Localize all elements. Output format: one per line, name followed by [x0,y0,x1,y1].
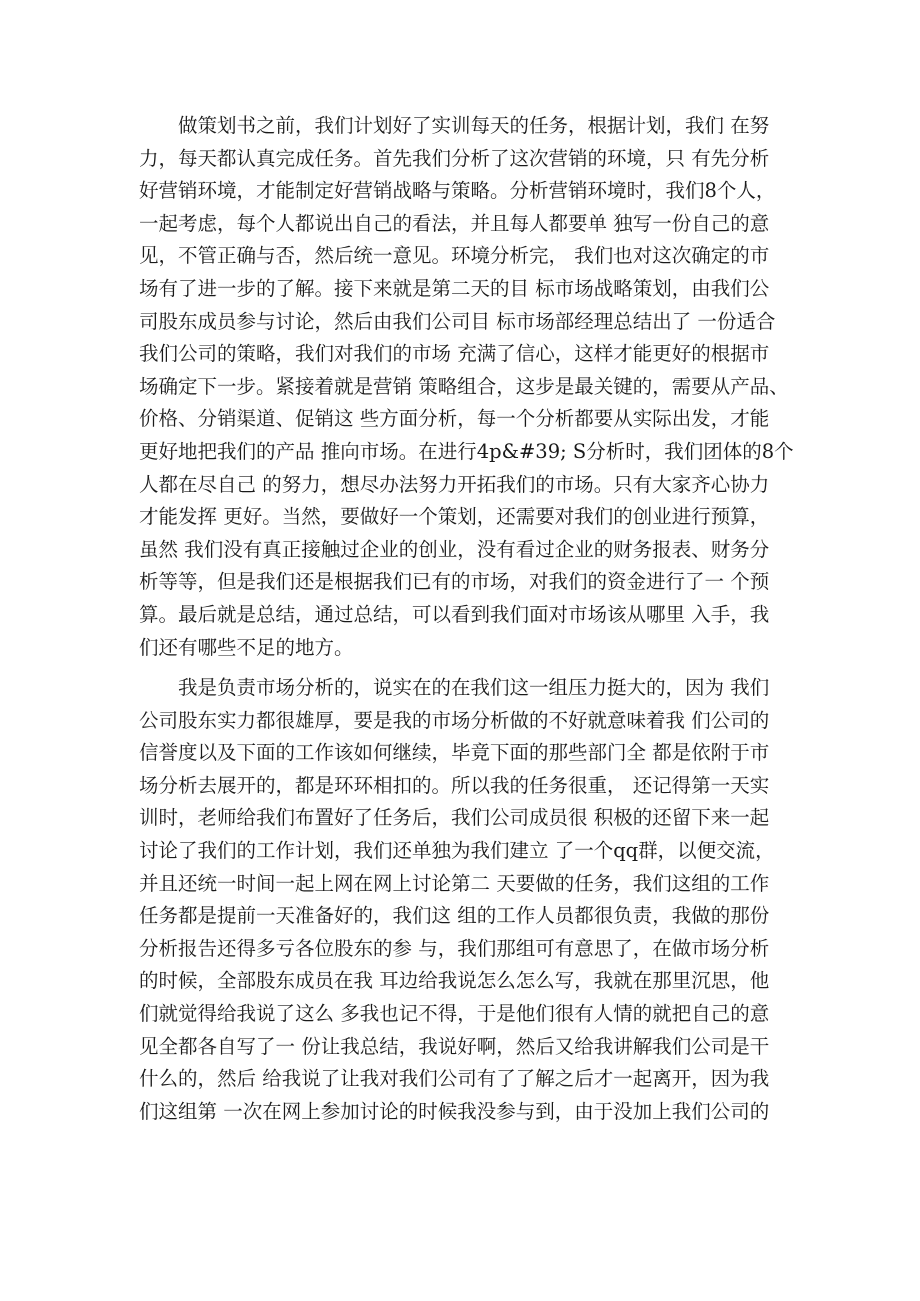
paragraph-line: 做策划书之前，我们计划好了实训每天的任务，根据计划，我们 在努 [178,114,770,137]
paragraph-line: 虽然 我们没有真正接触过企业的创业，没有看过企业的财务报表、财务分 [139,537,770,561]
paragraph-line: 一起考虑，每个人都说出自己的看法，并且每人都要单 独写一份自己的意 [139,211,770,235]
paragraph-line: 我们公司的策略，我们对我们的市场 充满了信心，这样才能更好的根据市 [139,342,770,366]
paragraph-line: 公司股东实力都很雄厚，要是我的市场分析做的不好就意味着我 们公司的 [139,708,770,732]
paragraph-line: 分析报告还得多亏各位股东的参 与，我们那组可有意思了，在做市场分析 [139,936,770,960]
paragraph-line: 价格、分销渠道、促销这 些方面分析，每一个分析都要从实际出发，才能 [139,407,770,431]
paragraph-line: 见，不管正确与否，然后统一意见。环境分析完， 我们也对这次确定的市 [139,244,770,268]
paragraph-line: 力，每天都认真完成任务。首先我们分析了这次营销的环境，只 有先分析 [139,146,770,170]
paragraph-line: 析等等，但是我们还是根据我们已有的市场，对我们的资金进行了一 个预 [139,570,770,594]
document-body [139,110,799,1128]
paragraph-line: 场分析去展开的，都是环环相扣的。所以我的任务很重， 还记得第一天实 [139,773,770,797]
paragraph-line: 算。最后就是总结，通过总结，可以看到我们面对市场该从哪里 入手，我 [139,602,770,626]
paragraph-1 [139,110,799,664]
paragraph-2 [139,672,799,1128]
paragraph-line: 人都在尽自己 的努力，想尽办法努力开拓我们的市场。只有大家齐心协力 [139,472,770,496]
paragraph-line: 更好地把我们的产品 推向市场。在进行4p&#39; S分析时，我们团体的8个 [139,439,794,463]
paragraph-line: 信誉度以及下面的工作该如何继续，毕竟下面的那些部门全 都是依附于市 [139,741,770,765]
paragraph-line: 场确定下一步。紧接着就是营销 策略组合，这步是最关键的，需要从产品、 [139,374,789,398]
paragraph-line: 任务都是提前一天准备好的，我们这 组的工作人员都很负责，我做的那份 [139,904,770,928]
paragraph-line: 们就觉得给我说了这么 多我也记不得，于是他们很有人情的就把自己的意 [139,1002,770,1026]
paragraph-line: 并且还统一时间一起上网在网上讨论第二 天要做的任务，我们这组的工作 [139,871,770,895]
paragraph-line: 见全都各自写了一 份让我总结，我说好啊，然后又给我讲解我们公司是干 [139,1034,770,1058]
paragraph-line: 司股东成员参与讨论，然后由我们公司目 标市场部经理总结出了 一份适合 [139,309,776,333]
paragraph-spacer [139,664,799,672]
paragraph-line: 才能发挥 更好。当然，要做好一个策划，还需要对我们的创业进行预算， [139,505,770,529]
paragraph-line: 训时，老师给我们布置好了任务后，我们公司成员很 积极的还留下来一起 [139,806,770,830]
paragraph-line: 我是负责市场分析的，说实在的在我们这一组压力挺大的，因为 我们 [178,676,770,700]
paragraph-line: 讨论了我们的工作计划，我们还单独为我们建立 了一个qq群，以便交流， [139,839,775,863]
paragraph-line: 好营销环境，才能制定好营销战略与策略。分析营销环境时，我们8个人， [139,179,776,203]
paragraph-line: 的时候，全部股东成员在我 耳边给我说怎么怎么写，我就在那里沉思，他 [139,969,770,993]
paragraph-line: 们这组第 一次在网上参加讨论的时候我没参与到，由于没加上我们公司的 [139,1099,770,1123]
paragraph-line: 们还有哪些不足的地方。 [139,635,354,659]
paragraph-line: 什么的，然后 给我说了让我对我们公司有了了解之后才一起离开，因为我 [139,1067,770,1091]
paragraph-line: 场有了进一步的了解。接下来就是第二天的目 标市场战略策划，由我们公 [139,276,770,300]
